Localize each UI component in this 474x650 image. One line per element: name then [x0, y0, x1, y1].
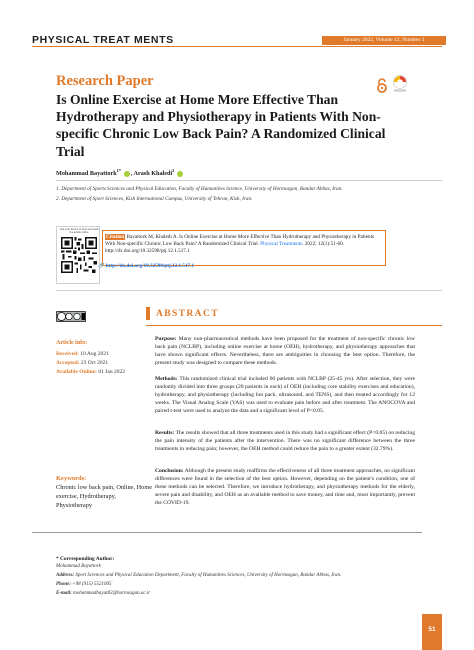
phone-value: +98 (915) 5521005: [71, 582, 112, 587]
phone-label: Phone:: [56, 582, 71, 587]
citation-details: . 2022; 12(1):51-60. http://dx.doi.org/10.32598/ptj.12.1.517.1: [105, 241, 344, 255]
affiliation: 2. Department of Sport Sciences, Kish International Campus, University of Tehran, Kish, Iran.: [56, 196, 253, 202]
qr-panel: [56, 226, 100, 284]
abstract-section-text: Although the present study reaffirms the effectiveness of all three treatment approaches, no significant differences were found in the selection of the best option. However, depending on the patient's condition, one of these methods can be selected. Therefore, we introduce hydrotherapy, and physiotherapy methods for the elderly, severe pain and disability, and OEH as an available method to save money, and time and, most importantly, prevent the COVID-19.: [155, 468, 415, 506]
abstract-purpose: [155, 336, 415, 368]
author-list: Mohammad Bayattork$^{1*}$ , Arash Khaledi$^2$: [56, 168, 184, 177]
article-title: Is Online Exercise at Home More Effective Than Hydrotherapy and Physiotherapy in Patients With Non-specific Chronic Low Back Pain? A Randomized Clinical Trial: [56, 92, 386, 159]
doi-line: [98, 263, 194, 269]
affiliation: 1. Department of Sports Sciences and Physical Education, Faculty of Humanities Science, University of Hormozgan, Bandar Abbas, Iran.: [56, 186, 343, 192]
online-label: Available Online:: [56, 369, 97, 375]
citation-box: [102, 230, 386, 266]
citation-label: Citation: [106, 234, 125, 240]
corresponding-author-email: [56, 591, 150, 596]
header-divider: [32, 46, 442, 47]
received-value: 10 Aug 2021: [80, 351, 109, 357]
doi-link[interactable]: http://dx.doi.org/10.32598/ptj.12.1.517.1: [105, 263, 195, 269]
page-number: 51: [422, 614, 442, 650]
abstract-heading: ABSTRACT: [156, 309, 219, 319]
abstract-section-label: Conclusion:: [155, 468, 184, 474]
citation-body: Bayattork M, Khaledi A. Is Online Exercise at Home More Effective Than Hydrotherapy and Physiotherapy in Patients With Non-specific Chronic Low Back Pain? A Randomized Clinical Trial.: [105, 234, 375, 248]
keywords-title: Keywords:: [56, 475, 87, 482]
abstract-section-text: This randomized clinical trial included 60 patients with NCLBP (25-45 yrs). After selection, they were randomly divided into three groups (20 patients in each) of OEH (including core stability exercises and education), hydrotherapy, and physiotherapy (including hot pack, ultrasound, and TENS), and then treated accordingly for 12 weeks. The Visual Analog Scale (VAS) was used to evaluate pain before and after treatment. The ANOCOVA and paired t-test were used to analyze the data and a significant level of P<0.05.: [155, 376, 415, 414]
citation-journal-link[interactable]: Physical Treatments: [260, 241, 303, 248]
divider: [56, 290, 442, 291]
crossmark-icon[interactable]: [393, 75, 407, 93]
abstract-section-label: Purpose:: [155, 336, 177, 342]
email-label: E-mail:: [56, 591, 72, 596]
abstract-section-text: Many non-pharmaceutical methods have been proposed for the treatment of non-specific chronic low back pain (NCLBP), including online exercise at home (OEH), hydrotherapy, and physiotherapy approaches that have shown significant effects. Nevertheless, there are ambiguities in choosing the best option. Therefore, the present study was designed to compare these methods.: [155, 336, 415, 366]
corresponding-author-title: * Corresponding Author:: [56, 556, 115, 562]
qr-code-icon[interactable]: [61, 237, 97, 273]
received-label: Received:: [56, 351, 79, 357]
abstract-section-label: Results:: [155, 430, 175, 436]
divider: [32, 532, 422, 533]
corresponding-author-phone: [56, 582, 111, 587]
orcid-icon[interactable]: [177, 171, 183, 177]
divider: [56, 180, 442, 181]
abstract-section-text: The results showed that all three treatments used in this study had a significant effect (P<0.05) on reducing the pain intensity of the patients after the intervention. There was no significant difference between the three treatments in reducing pain; however, the OEH method could reduce the pain to a greater extent (32.79%).: [155, 430, 415, 452]
abstract-methods: [155, 376, 415, 416]
online-date: [56, 369, 125, 375]
abstract-results: [155, 430, 415, 454]
orcid-icon[interactable]: [124, 171, 130, 177]
email-value[interactable]: mohammadbayat82@hormozgan.ac.ir: [71, 591, 151, 596]
citation-text: [105, 234, 385, 255]
received-date: [56, 351, 109, 357]
author-name[interactable]: Arash Khaledi: [133, 170, 173, 178]
issue-tag: January 2022, Volume 12, Number 1: [322, 36, 446, 45]
doi-icon: 🔗: [98, 263, 105, 269]
article-type: Research Paper: [56, 73, 154, 89]
journal-name: PHYSICAL TREAT MENTS: [32, 34, 174, 46]
address-value: Sport Sciences and Physical Education Department, Faculty of Humanities Sciences, University of Hormozgan, Bandar Abbas, Iran.: [74, 573, 342, 578]
author-name[interactable]: Mohammad Bayattork: [56, 170, 117, 178]
qr-caption: Use your device to scan and read the article online: [59, 228, 99, 235]
author-affiliation-mark: 2: [172, 168, 175, 173]
keywords-list: Chronic low back pain, Online, Home exercise, Hydrotherapy, Physiotherapy: [56, 484, 153, 509]
abstract-conclusion: [155, 468, 415, 508]
author-affiliation-mark: 1*: [116, 168, 122, 173]
page-header: [0, 0, 474, 44]
corresponding-author-address: [56, 573, 341, 578]
creative-commons-license-icon[interactable]: [56, 311, 86, 322]
accepted-date: [56, 360, 108, 366]
accepted-label: Accepted:: [56, 360, 80, 366]
abstract-section-label: Methods:: [155, 376, 178, 382]
corresponding-author-name: Mohammad Bayattork: [56, 564, 101, 569]
divider: [146, 325, 442, 326]
abstract-accent-bar: [146, 307, 150, 320]
accepted-value: 23 Oct 2021: [80, 360, 109, 366]
online-value: 01 Jan 2022: [98, 369, 125, 375]
article-info-title: Article info:: [56, 340, 88, 346]
address-label: Address:: [56, 573, 75, 578]
